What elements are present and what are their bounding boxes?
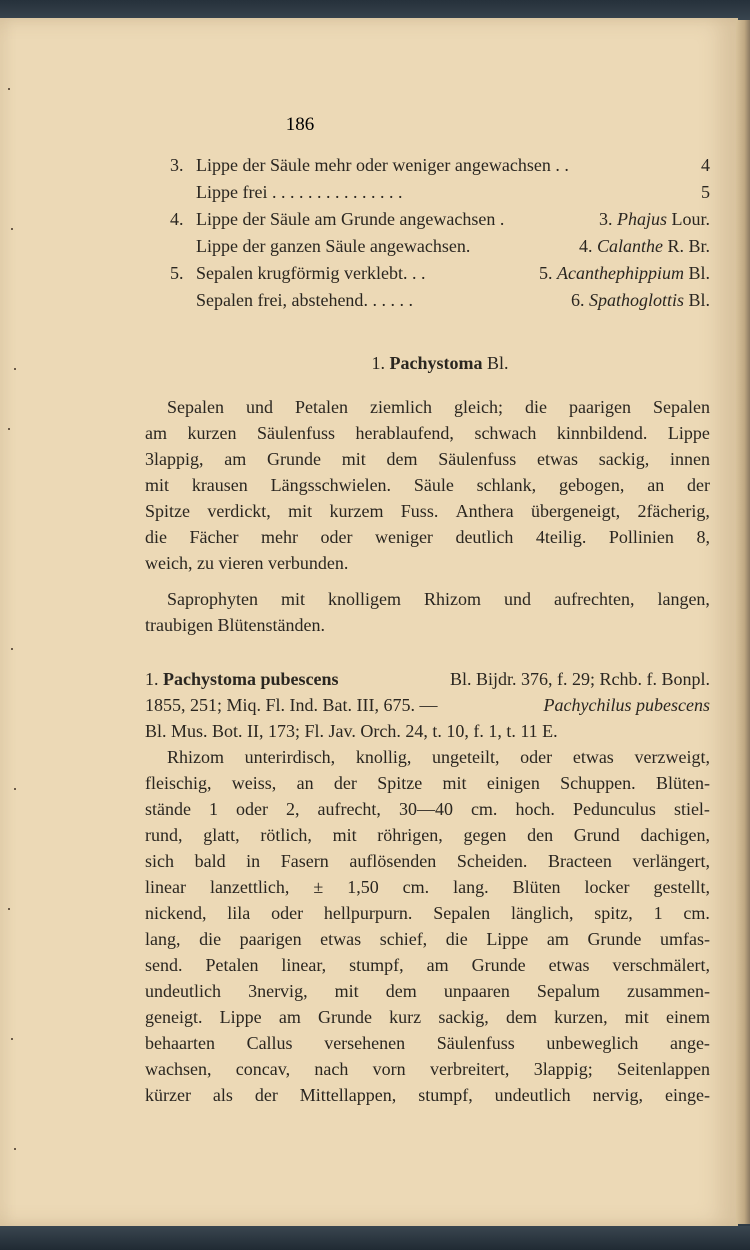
text-line bbox=[145, 1056, 710, 1082]
key-line bbox=[170, 206, 710, 233]
word: kurzen, bbox=[554, 1007, 608, 1027]
word: einge- bbox=[664, 1085, 710, 1105]
key-leader-dots: . . . . . . bbox=[363, 290, 413, 310]
word: Fächer bbox=[189, 527, 239, 547]
word: verdickt, bbox=[207, 501, 271, 521]
text-line bbox=[145, 926, 710, 952]
word: verschmälert, bbox=[612, 955, 710, 975]
word: Säulenfuss bbox=[256, 423, 335, 443]
word: unbeweglich bbox=[546, 1033, 639, 1053]
word: am bbox=[278, 1007, 301, 1027]
word: lila bbox=[227, 903, 251, 923]
word: und bbox=[504, 589, 531, 609]
word: hoch. bbox=[515, 799, 555, 819]
word: linear, bbox=[281, 955, 327, 975]
word: gestellt, bbox=[653, 877, 710, 897]
key-number: 4. bbox=[170, 209, 184, 229]
word: die bbox=[525, 397, 548, 417]
word: Blüten bbox=[512, 877, 561, 897]
word: Saprophyten bbox=[167, 589, 258, 609]
key-lead bbox=[170, 260, 425, 287]
text-line bbox=[145, 586, 710, 612]
word: cm. bbox=[402, 877, 430, 897]
key-text: Sepalen krugförmig verklebt bbox=[196, 263, 403, 283]
word: mehr bbox=[260, 527, 298, 547]
word: gleich; bbox=[454, 397, 503, 417]
species-citation-3: Bl. Mus. Bot. II, 173; Fl. Jav. Orch. 24, t. 10, f. 1, t. 11 E. bbox=[145, 721, 558, 741]
word: sackig, bbox=[438, 1007, 489, 1027]
species-citation-line bbox=[145, 692, 710, 718]
word: Scheiden. bbox=[456, 851, 528, 871]
word: Lippe bbox=[667, 423, 710, 443]
key-result-genus: Acanthephippium bbox=[557, 263, 684, 283]
key-lead bbox=[170, 152, 569, 179]
word: 2fächerig, bbox=[637, 501, 710, 521]
word: rötlich, bbox=[260, 825, 312, 845]
key-number: 5. bbox=[170, 263, 184, 283]
word: gebogen, bbox=[558, 475, 625, 495]
word: kurzen bbox=[187, 423, 237, 443]
key-result-number: 6. bbox=[570, 290, 589, 310]
word: Sepalen bbox=[653, 397, 710, 417]
text-line bbox=[145, 796, 710, 822]
word: Rhizom bbox=[424, 589, 481, 609]
text-line: weich, zu vieren verbunden. bbox=[145, 553, 349, 573]
text-line bbox=[145, 1082, 710, 1108]
word: am bbox=[224, 449, 247, 469]
word: oder bbox=[320, 527, 353, 547]
word: mit bbox=[332, 825, 357, 845]
word: Petalen bbox=[205, 955, 259, 975]
word: kinnbildend. bbox=[556, 423, 648, 443]
key-result bbox=[571, 287, 710, 314]
word: ange- bbox=[669, 1033, 710, 1053]
word: innen bbox=[669, 449, 710, 469]
word: schlank, bbox=[476, 475, 537, 495]
word: kurz bbox=[389, 1007, 422, 1027]
word: langen, bbox=[657, 589, 710, 609]
key-lead bbox=[170, 179, 402, 206]
word: dem bbox=[505, 1007, 537, 1027]
key-result-author: R. Br. bbox=[662, 236, 710, 256]
word: glatt, bbox=[203, 825, 240, 845]
word: aufrecht, bbox=[317, 799, 381, 819]
key-leader-dots: . bbox=[495, 209, 505, 229]
word: 30—40 bbox=[398, 799, 453, 819]
word: 3lappig, bbox=[145, 449, 204, 469]
word: Fasern bbox=[280, 851, 329, 871]
word: Pedunculus bbox=[572, 799, 656, 819]
word: unterirdisch, bbox=[244, 747, 336, 767]
text-line bbox=[145, 952, 710, 978]
word: dachigen, bbox=[640, 825, 710, 845]
word: lanzettlich, bbox=[209, 877, 290, 897]
word: Säule bbox=[413, 475, 454, 495]
word: nervig, bbox=[592, 1085, 644, 1105]
word: paarigen bbox=[569, 397, 631, 417]
key-leader-dots: . . . . . . . . . . . . . . . bbox=[267, 182, 403, 202]
word: Fuss. bbox=[400, 501, 439, 521]
word: Lippe bbox=[219, 1007, 262, 1027]
text-line bbox=[145, 744, 710, 770]
word: Spitze bbox=[377, 773, 423, 793]
key-leader-dots: . . . bbox=[402, 263, 426, 283]
word: Längsschwielen. bbox=[270, 475, 392, 495]
word: stiel- bbox=[673, 799, 710, 819]
word: herablaufend, bbox=[355, 423, 454, 443]
word: knolligem bbox=[328, 589, 401, 609]
word: am bbox=[145, 423, 167, 443]
species-citation-1: Bl. Bijdr. 376, f. 29; Rchb. f. Bonpl. bbox=[449, 669, 710, 689]
word: oder bbox=[235, 799, 268, 819]
word: Sepalum bbox=[536, 981, 600, 1001]
word: lang, bbox=[145, 929, 181, 949]
word: kürzer bbox=[145, 1085, 191, 1105]
key-result-author: Lour. bbox=[667, 209, 710, 229]
word: schwach bbox=[474, 423, 537, 443]
margin-specks bbox=[4, 48, 22, 1228]
species-name: Pachystoma pubescens bbox=[163, 669, 339, 689]
word: die bbox=[445, 929, 468, 949]
word: verlängert, bbox=[632, 851, 710, 871]
text-line bbox=[145, 524, 710, 550]
species-entry bbox=[145, 666, 710, 1108]
word: behaarten bbox=[145, 1033, 215, 1053]
determination-key bbox=[170, 152, 710, 314]
word: auflösenden bbox=[349, 851, 437, 871]
word: Callus bbox=[246, 1033, 293, 1053]
species-citation-2: 1855, 251; Miq. Fl. Ind. Bat. III, 675. — bbox=[145, 695, 438, 715]
text-line bbox=[145, 770, 710, 796]
word: 8, bbox=[696, 527, 710, 547]
word: send. bbox=[145, 955, 183, 975]
text-line bbox=[145, 420, 710, 446]
word: bald bbox=[194, 851, 226, 871]
page-paper bbox=[0, 18, 738, 1226]
word: 4teilig. bbox=[535, 527, 587, 547]
word: den bbox=[527, 825, 554, 845]
word: Säulenfuss bbox=[438, 449, 517, 469]
word: Bracteen bbox=[547, 851, 612, 871]
word: einigen bbox=[486, 773, 540, 793]
word: etwas bbox=[572, 747, 614, 767]
word: aufrechten, bbox=[554, 589, 635, 609]
word: gegen bbox=[463, 825, 507, 845]
word: Spitze bbox=[145, 501, 190, 521]
word: hellpurpurn. bbox=[323, 903, 413, 923]
word: lang. bbox=[453, 877, 489, 897]
word: 3nervig, bbox=[248, 981, 308, 1001]
word: paarigen bbox=[239, 929, 302, 949]
genus-heading-number: 1. bbox=[371, 353, 385, 373]
key-result-genus: Spathoglottis bbox=[588, 290, 684, 310]
word: der bbox=[254, 1085, 278, 1105]
word: der bbox=[687, 475, 710, 495]
text-line bbox=[145, 848, 710, 874]
word: die bbox=[199, 929, 222, 949]
species-citation-line bbox=[145, 666, 710, 692]
word: einem bbox=[665, 1007, 710, 1027]
word: 2, bbox=[285, 799, 300, 819]
key-leader-dots: . . bbox=[550, 155, 569, 175]
word: umfas- bbox=[659, 929, 710, 949]
word: länglich, bbox=[511, 903, 574, 923]
text-line bbox=[145, 900, 710, 926]
word: Schuppen. bbox=[560, 773, 636, 793]
key-line bbox=[170, 233, 710, 260]
word: an bbox=[296, 773, 314, 793]
word: Säulenfuss bbox=[436, 1033, 515, 1053]
word: Blüten- bbox=[655, 773, 710, 793]
key-result bbox=[539, 260, 710, 287]
word: mit bbox=[341, 449, 366, 469]
word: ungeteilt, bbox=[432, 747, 500, 767]
text-line bbox=[145, 394, 710, 420]
word: spitz, bbox=[594, 903, 633, 923]
word: röhrigen, bbox=[377, 825, 443, 845]
key-lead bbox=[170, 287, 413, 314]
word: Rhizom bbox=[167, 747, 224, 767]
word: sackig, bbox=[598, 449, 650, 469]
word: ziemlich bbox=[370, 397, 432, 417]
key-lead bbox=[170, 233, 470, 260]
word: in bbox=[246, 851, 261, 871]
genus-heading-author: Bl. bbox=[486, 353, 509, 373]
word: Sepalen bbox=[167, 397, 224, 417]
key-text: Lippe der Säule am Grunde angewachsen bbox=[196, 209, 496, 229]
word: linear bbox=[145, 877, 186, 897]
word: Mittellappen, bbox=[299, 1085, 397, 1105]
word: an bbox=[647, 475, 665, 495]
word: Grund bbox=[573, 825, 620, 845]
word: Anthera bbox=[455, 501, 514, 521]
species-citation-line bbox=[145, 718, 710, 744]
key-result-number: 5. bbox=[539, 263, 557, 283]
word: Seitenlappen bbox=[617, 1059, 710, 1079]
word: nach bbox=[314, 1059, 349, 1079]
word: verzweigt, bbox=[634, 747, 710, 767]
word: Petalen bbox=[295, 397, 348, 417]
genus-description bbox=[145, 394, 710, 576]
word: Pollinien bbox=[608, 527, 674, 547]
word: versehenen bbox=[324, 1033, 406, 1053]
key-result-genus: Calanthe bbox=[596, 236, 663, 256]
text-line bbox=[145, 978, 710, 1004]
word: stände bbox=[145, 799, 191, 819]
word: mit bbox=[280, 589, 305, 609]
word: undeutlich bbox=[145, 981, 221, 1001]
word: oder bbox=[271, 903, 304, 923]
word: 3lappig; bbox=[533, 1059, 593, 1079]
key-result bbox=[579, 233, 710, 260]
word: mit bbox=[442, 773, 467, 793]
genus-heading bbox=[170, 350, 710, 376]
key-result: 5 bbox=[701, 182, 710, 202]
key-line bbox=[170, 152, 710, 179]
word: mit bbox=[624, 1007, 649, 1027]
key-result bbox=[599, 206, 710, 233]
word: rund, bbox=[145, 825, 183, 845]
word: vorn bbox=[372, 1059, 406, 1079]
word: locker bbox=[584, 877, 630, 897]
word: zusammen- bbox=[627, 981, 710, 1001]
word: kurzem bbox=[329, 501, 384, 521]
genus-habit bbox=[145, 586, 710, 638]
text-line bbox=[145, 1030, 710, 1056]
synonym-name: Pachychilus pubescens bbox=[543, 695, 710, 715]
word: die bbox=[145, 527, 167, 547]
word: cm. bbox=[683, 903, 710, 923]
word: 1 bbox=[653, 903, 663, 923]
text-line bbox=[145, 472, 710, 498]
word: 1 bbox=[208, 799, 218, 819]
text-line: traubigen Blütenständen. bbox=[145, 615, 325, 635]
word: unpaaren bbox=[443, 981, 510, 1001]
key-result-number: 4. bbox=[578, 236, 597, 256]
page-number: 186 bbox=[285, 114, 315, 135]
key-line bbox=[170, 260, 710, 287]
word: krausen bbox=[191, 475, 248, 495]
word: dem bbox=[385, 981, 417, 1001]
word: deutlich bbox=[455, 527, 514, 547]
word: etwas bbox=[548, 955, 590, 975]
word: Lippe bbox=[486, 929, 529, 949]
key-number: 3. bbox=[170, 155, 184, 175]
word: undeutlich bbox=[494, 1085, 571, 1105]
word: mit bbox=[288, 501, 313, 521]
key-result: 4 bbox=[701, 155, 710, 175]
word: fleischig, bbox=[145, 773, 212, 793]
word: am bbox=[426, 955, 449, 975]
key-line bbox=[170, 287, 710, 314]
word: sich bbox=[145, 851, 174, 871]
word: etwas bbox=[320, 929, 362, 949]
word: nickend, bbox=[145, 903, 207, 923]
word: oder bbox=[520, 747, 553, 767]
word: schief, bbox=[379, 929, 428, 949]
word: knollig, bbox=[355, 747, 412, 767]
text-line bbox=[145, 446, 710, 472]
genus-heading-name: Pachystoma bbox=[389, 353, 483, 373]
species-description bbox=[145, 744, 710, 1108]
text-line bbox=[145, 874, 710, 900]
key-text: Sepalen frei, abstehend bbox=[196, 290, 364, 310]
key-lead bbox=[170, 206, 504, 233]
book-binding-bottom bbox=[0, 1226, 750, 1250]
word: Grunde bbox=[267, 449, 321, 469]
word: der bbox=[333, 773, 357, 793]
word: concav, bbox=[235, 1059, 291, 1079]
word: 1,50 bbox=[347, 877, 379, 897]
word: cm. bbox=[470, 799, 498, 819]
word: verbreitert, bbox=[429, 1059, 510, 1079]
text-line bbox=[145, 1004, 710, 1030]
word: etwas bbox=[537, 449, 578, 469]
word: ± bbox=[313, 877, 324, 897]
species-number: 1. bbox=[145, 669, 159, 689]
word: geneigt. bbox=[145, 1007, 203, 1027]
key-result-author: Bl. bbox=[683, 290, 710, 310]
key-result-genus: Phajus bbox=[616, 209, 667, 229]
word: Grunde bbox=[587, 929, 642, 949]
word: dem bbox=[386, 449, 418, 469]
word: weniger bbox=[374, 527, 433, 547]
key-result-author: Bl. bbox=[683, 263, 710, 283]
word: mit bbox=[145, 475, 170, 495]
word: als bbox=[212, 1085, 233, 1105]
word: stumpf, bbox=[418, 1085, 473, 1105]
text-line bbox=[145, 822, 710, 848]
key-text: Lippe der Säule mehr oder weniger angewachsen bbox=[196, 155, 551, 175]
word: mit bbox=[334, 981, 359, 1001]
page-edge bbox=[736, 20, 750, 1224]
text-line bbox=[145, 498, 710, 524]
word: Grunde bbox=[318, 1007, 372, 1027]
word: und bbox=[246, 397, 273, 417]
key-line bbox=[170, 179, 710, 206]
word: stumpf, bbox=[349, 955, 404, 975]
word: Grunde bbox=[471, 955, 526, 975]
key-text: Lippe frei bbox=[196, 182, 268, 202]
word: wachsen, bbox=[145, 1059, 212, 1079]
word: Sepalen bbox=[433, 903, 491, 923]
word: übergeneigt, bbox=[530, 501, 621, 521]
word: weiss, bbox=[231, 773, 277, 793]
key-text: Lippe der ganzen Säule angewachsen. bbox=[196, 236, 471, 256]
word: am bbox=[546, 929, 569, 949]
key-result-number: 3. bbox=[598, 209, 617, 229]
